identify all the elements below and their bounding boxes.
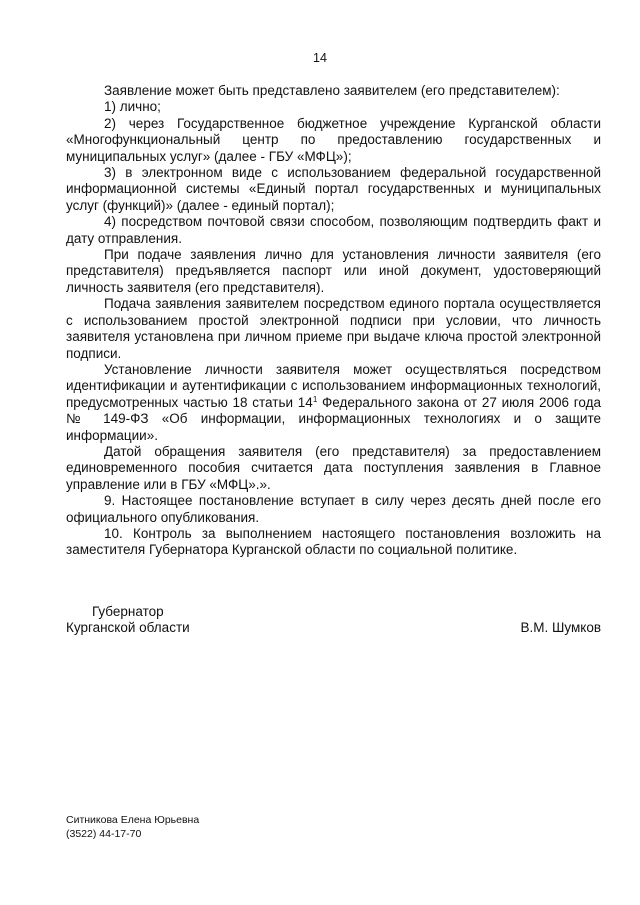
executor-phone: (3522) 44-17-70 [66,827,142,840]
paragraph-submission-methods: Заявление может быть представлено заявителем (его представителем): [104,83,560,98]
list-item-mfc: 2) через Государственное бюджетное учреждение Курганской области «Многофункциональный центр по предоставлению государственных и муниципальных услуг» (далее - ГБУ «МФЦ»); [66,115,601,164]
document-body [66,83,601,559]
signatory-name: В.М. Шумков [520,620,601,636]
superscript-article-number: 1 [312,394,318,404]
paragraph-identification-text-2: Федерального закона от 27 июля 2006 года № 149-ФЗ «Об информации, информационных технологиях и о защите информации». [66,394,601,443]
signature-row [66,620,601,636]
paragraph-identity-documents: При подаче заявления лично для установления личности заявителя (его представителя) предъявляется паспорт или иной документ, удостоверяющий личность заявителя (его представителя). [66,247,601,295]
paragraph-control: 10. Контроль за выполнением настоящего постановления возложить на заместителя Губернатора Курганской области по социальной политике. [66,525,601,558]
paragraph-identification-text-1: Установление личности заявителя может осуществляться посредством идентификации и аутентификации с использованием информационных технологий, предусмотренных частью 18 статьи 14 [66,361,601,410]
signatory-position-line-1: Губернатор [92,604,164,619]
paragraph-identification [66,362,601,444]
paragraph-electronic-signature: Подача заявления заявителем посредством единого портала осуществляется с использованием простой электронной подписи при условии, что личность заявителя установлена при личном приеме при выдаче ключа простой электронной подписи. [66,296,601,361]
paragraph-entry-into-force: 9. Настоящее постановление вступает в силу через десять дней после его официального опубликования. [66,493,601,525]
executor-block [66,814,199,841]
signature-block [66,604,601,637]
list-item-in-person: 1) лично; [104,99,161,115]
page-number: 14 [313,51,327,65]
signatory-position-line-2: Курганской области [66,620,190,636]
executor-name: Ситникова Елена Юрьевна [66,814,200,826]
list-item-electronic: 3) в электронном виде с использованием федеральной государственной информационной системы «Единый портал государственных и муниципальных услуг (функций)» (далее - единый портал); [66,165,601,213]
list-item-postal: 4) посредством почтовой связи способом, позволяющим подтвердить факт и дату отправления. [66,214,601,246]
paragraph-application-date: Датой обращения заявителя (его представителя) за предоставлением единовременного пособия считается дата поступления заявления в Главное управление или в ГБУ «МФЦ».». [66,443,601,492]
